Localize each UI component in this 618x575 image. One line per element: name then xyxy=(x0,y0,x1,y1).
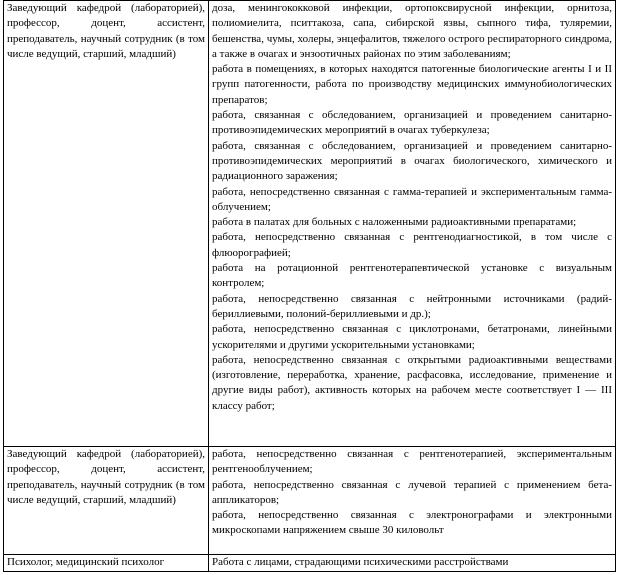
condition-item: Работа с лицами, страдающими психическими расстройствами xyxy=(212,556,509,568)
condition-item: работа, непосредственно связанная с электронографами и электронными микроскопами напряжением свыше 30 киловольт xyxy=(212,509,612,537)
table-row xyxy=(4,555,616,572)
condition-item: работа в палатах для больных с наложенными радиоактивными препаратами; xyxy=(212,216,577,229)
condition-item: работа, связанная с обследованием, организацией и проведением санитарно-противоэпидемических мероприятий в очагах туберкулеза; xyxy=(212,109,612,137)
position-text: Психолог, медицинский психолог xyxy=(7,556,165,568)
condition-item: работа, непосредственно связанная с рентгенодиагностикой, в том числе с флюорографией; xyxy=(212,231,612,259)
condition-item: работа, непосредственно связанная с открытыми радиоактивными веществами (изготовление, переработка, хранение, расфасовка, исследование, применение и другие виды работ), активность которых на рабочем месте соответствует I — III классу работ; xyxy=(212,353,612,412)
position-text: Заведующий кафедрой (лабораторией), профессор, доцент, ассистент, преподаватель, научный сотрудник (в том числе ведущий, старший, младший) xyxy=(7,2,205,60)
condition-item: работа, непосредственно связанная с рентгенотерапией, экспериментальным рентгенооблучением; xyxy=(212,448,612,476)
condition-item: доза, менингококковой инфекции, ортопоксвирусной инфекции, орнитоза, полиомиелита, пситтакоза, сапа, сибирской язвы, сыпного тифа, туляремии, бешенства, чумы, холеры, энцефалитов, тяжелого острого респираторного синдрома, а также в очагах и энзоотичных районах по этим заболеваниям; xyxy=(212,2,612,60)
positions-table xyxy=(3,0,616,572)
condition-item: работа, непосредственно связанная с лучевой терапией с применением бета-аппликаторов; xyxy=(212,478,612,506)
condition-item: работа, непосредственно связанная с гамма-терапией и экспериментальным гамма-облучением; xyxy=(212,185,612,213)
position-cell xyxy=(4,555,209,572)
condition-item: работа, связанная с обследованием, организацией и проведением санитарно-противоэпидемических мероприятий в очагах биологического, химического и радиационного заражения; xyxy=(212,139,612,183)
condition-item: работа в помещениях, в которых находятся патогенные биологические агенты I и II групп патогенности, работа по производству медицинских иммунобиологических препаратов; xyxy=(212,63,612,106)
conditions-cell xyxy=(209,1,616,447)
table-row xyxy=(4,1,616,447)
conditions-cell xyxy=(209,555,616,572)
condition-item: работа на ротационной рентгенотерапевтической установке с визуальным контролем; xyxy=(212,262,612,290)
table-row xyxy=(4,447,616,555)
conditions-cell xyxy=(209,447,616,555)
condition-item: работа, непосредственно связанная с нейтронными источниками (радий-бериллиевыми, полоний-бериллиевыми и др.); xyxy=(212,292,612,320)
position-text: Заведующий кафедрой (лабораторией), профессор, доцент, ассистент, преподаватель, научный сотрудник (в том числе ведущий, старший, младший) xyxy=(7,448,205,506)
position-cell xyxy=(4,447,209,555)
position-cell xyxy=(4,1,209,447)
condition-item: работа, непосредственно связанная с циклотронами, бетатронами, линейными ускорителями и другими ускорительными установками; xyxy=(212,323,612,351)
